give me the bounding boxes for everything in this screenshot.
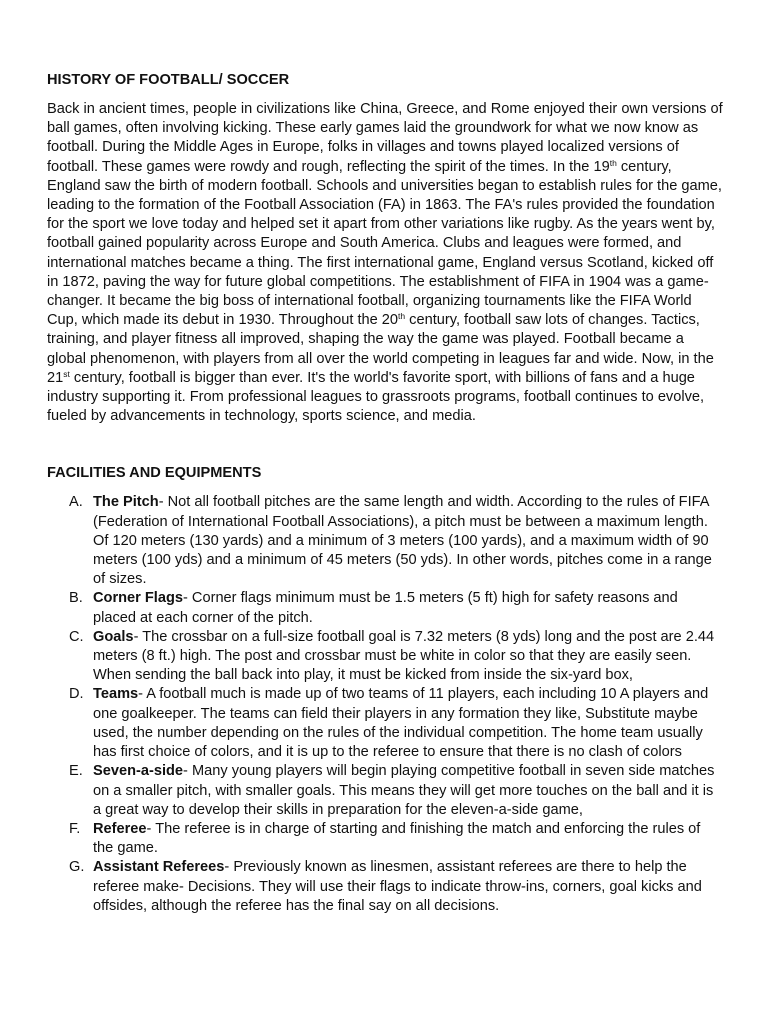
facilities-heading: FACILITIES AND EQUIPMENTS — [47, 465, 262, 482]
list-text: - Not all football pitches are the same length and width. According to the rules of FIFA (Federation of International Football Associations), a pitch must be between a maximum length. Of 120 meters (130 yards) and a minimum of 3 meters (100 yards), and a maximum width of 90 meters (100 yds) and a minimum of 45 meters (50 yds). In other words, pitches come in a range of sizes. — [93, 494, 712, 588]
history-text-4: century, football is bigger than ever. It's the world's favorite sport, with billions of fans and a huge industry supporting it. From professional leagues to grassroots programs, football continues to evolve, fueled by advancements in technology, sports science, and media. — [47, 369, 705, 425]
list-term: Goals — [93, 628, 134, 645]
list-letter: C. — [69, 628, 84, 645]
document-page — [47, 71, 723, 916]
history-text-1: Back in ancient times, people in civilizations like China, Greece, and Rome enjoyed their own versions of ball games, often involving kicking. These early games laid the groundwork for what we now know as football. During the Middle Ages in Europe, folks in villages and towns played localized versions of football. These games were rowdy and rough, reflecting the spirit of the times. In the 19 — [47, 101, 723, 175]
list-item — [47, 685, 723, 762]
list-text: - Many young players will begin playing competitive football in seven side matches on a smaller pitch, with smaller goals. This means they will get more touches on the ball and it is a great way to develop their skills in preparation for the eleven-a-side game, — [93, 763, 715, 818]
list-term: Referee — [93, 820, 147, 837]
superscript-st: st — [63, 368, 70, 379]
list-letter: A. — [69, 494, 83, 511]
list-term: Teams — [93, 686, 139, 703]
facilities-list — [47, 493, 723, 915]
list-term: The Pitch — [93, 494, 159, 511]
list-text: - A football much is made up of two teams of 11 players, each including 10 A players and one goalkeeper. The teams can field their players in any formation they like, Substitute maybe used, the number depending on the rules of the individual competition. The home team usually has first choice of colors, and it is up to the referee to ensure that there is no clash of colors — [93, 686, 709, 761]
superscript-th-2: th — [398, 311, 406, 322]
list-item — [47, 493, 723, 589]
list-term: Corner Flags — [93, 590, 184, 607]
list-text: - The crossbar on a full-size football goal is 7.32 meters (8 yds) long and the post are 2.44 meters (8 ft.) high. The post and crossbar must be white in color so that they are easily seen. When sending the ball back into play, it must be kicked from inside the six-yard box, — [93, 628, 715, 684]
list-term: Seven-a-side — [93, 763, 184, 780]
list-letter: B. — [69, 590, 83, 607]
list-letter: D. — [69, 686, 84, 703]
history-text-2: century, England saw the birth of modern football. Schools and universities began to establish rules for the game, leading to the formation of the Football Association (FA) in 1863. The FA's rules provided the foundation for the sport we love today and helped set it apart from other variations like rugby. As the years went by, football gained popularity across Europe and South America. Clubs and leagues were formed, and international matches became a thing. The first international game, England versus Scotland, kicked off in 1872, paving the way for future global competitions. The establishment of FIFA in 1904 was a game-changer. It became the big boss of international football, organizing tournaments like the FIFA World Cup, which made its debut in 1930. Throughout the 20 — [47, 158, 722, 329]
list-item — [47, 762, 723, 820]
list-letter: E. — [69, 763, 83, 780]
list-item — [47, 820, 723, 858]
list-item — [47, 858, 723, 916]
history-heading: HISTORY OF FOOTBALL/ SOCCER — [47, 72, 290, 88]
history-paragraph — [47, 100, 723, 426]
list-item — [47, 628, 723, 686]
list-letter: F. — [69, 820, 81, 837]
superscript-th-1: th — [609, 157, 617, 168]
list-term: Assistant Referees — [93, 859, 225, 876]
history-text-3: century, football saw lots of changes. Tactics, training, and player fitness all improved, shaping the way the game was played. Football became a global phenomenon, with players from all over the world competing in leagues far and wide. Now, in the 21 — [47, 312, 714, 386]
list-letter: G. — [69, 859, 85, 876]
list-text: - Previously known as linesmen, assistant referees are there to help the referee make- Decisions. They will use their flags to indicate throw-ins, corners, goal kicks and offsides, although the referee has the final say on all decisions. — [93, 859, 702, 914]
list-item — [47, 589, 723, 627]
list-text: - Corner flags minimum must be 1.5 meters (5 ft) high for safety reasons and placed at each corner of the pitch. — [93, 590, 678, 626]
list-text: - The referee is in charge of starting and finishing the match and enforcing the rules of the game. — [93, 820, 701, 857]
